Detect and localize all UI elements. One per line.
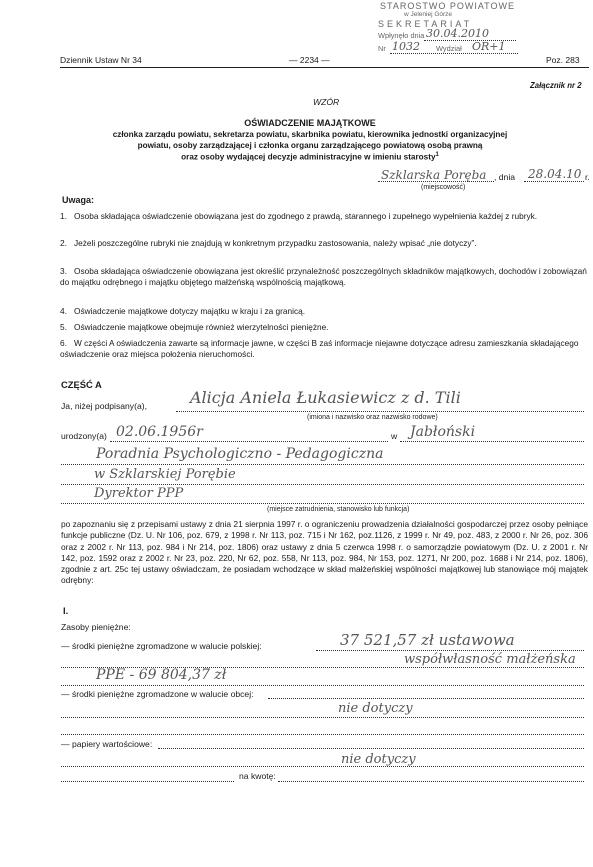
stamp-city: w Jeleniej Górze (404, 11, 453, 18)
note-text: Jeżeli poszczególne rubryki nie znajdują w konkretnym przypadku zastosowania, należy wpisać „nie dotyczy”. (74, 238, 477, 248)
section-roman-numeral: I. (63, 605, 69, 616)
name-caption: (imiona i nazwisko oraz nazwisko rodowe) (307, 414, 438, 421)
place-value: Szklarska Poręba (381, 168, 487, 182)
note-number: 4. (60, 306, 67, 316)
foreign-funds-value: nie dotyczy (338, 701, 413, 716)
birth-place: Jabłoński (410, 424, 476, 440)
title-line-2: powiatu, osoby zarządzającej i członka organu zarządzającego powiatową osobą prawną (137, 141, 483, 150)
stamp-division-label: Wydział (436, 44, 462, 53)
securities-label: — papiery wartościowe: (61, 739, 153, 749)
employment-line-1: Poradnia Psychologiczno - Pedagogiczna (96, 446, 384, 462)
date-suffix: r. (585, 172, 590, 182)
pln-funds-label: — środki pieniężne zgromadzone w walucie polskiej: (61, 641, 262, 651)
place-caption: (miejscowość) (421, 184, 466, 191)
birth-date: 02.06.1956r (116, 424, 203, 440)
note-text: W części A oświadczenia zawarte są informacje jawne, w części B zaś informacje niejawne dotyczące adresu zamieszkania składającego oświadczenie oraz miejsca położenia nieruchomości. (60, 338, 579, 359)
note-text: Oświadczenie majątkowe dotyczy majątku w kraju i za granicą. (74, 306, 306, 316)
note-item (60, 306, 588, 317)
stamp-division-value: OR+1 (472, 40, 506, 53)
foreign-funds-label: — środki pieniężne zgromadzone w walucie obcej: (61, 689, 254, 699)
date-value: 28.04.10 (528, 167, 582, 181)
note-number: 5. (60, 322, 67, 332)
declarant-label: Ja, niżej podpisany(a), (61, 401, 147, 411)
note-text: Osoba składająca oświadczenie obowiązana jest określić przynależność poszczególnych składników majątkowych, dochodów i zobowiązań do majątku odrębnego i majątku objętego małżeńską wspólnością majątkową. (60, 266, 587, 287)
notes-title: Uwaga: (62, 195, 95, 205)
stamp-received-label: Wpłynęło dnia (378, 31, 425, 40)
position-number: Poz. 283 (546, 55, 580, 65)
stamp-department: SEKRETARIAT (378, 19, 473, 29)
stamp-number-label: Nr (378, 44, 386, 53)
journal-name: Dziennik Ustaw Nr 34 (60, 55, 142, 65)
employment-line-2: w Szklarskiej Porębie (94, 467, 236, 482)
note-number: 3. (60, 266, 67, 276)
pln-funds-value-line-3: PPE - 69 804,37 zł (96, 667, 227, 683)
note-item (60, 322, 588, 333)
title-line-3 (60, 152, 560, 162)
note-text: Oświadczenie majątkowe obejmuje również wierzytelności pieniężne. (74, 322, 329, 332)
title-line-1: członka zarządu powiatu, sekretarza powiatu, skarbnika powiatu, kierownika jednostki organizacyjnej (112, 130, 508, 139)
note-number: 1. (60, 211, 67, 221)
stamp-number-value: 1032 (392, 40, 420, 53)
attachment-label: Załącznik nr 2 (530, 81, 582, 90)
page-number: — 2234 — (289, 55, 330, 65)
born-label: urodzony(a) (61, 431, 107, 441)
note-item (60, 238, 588, 249)
pln-funds-value-line-2: współwłasność małżeńska (404, 652, 576, 667)
note-number: 6. (60, 338, 67, 348)
declarant-name: Alicja Aniela Łukasiewicz z d. Tili (190, 388, 461, 407)
note-number: 2. (60, 238, 67, 248)
note-item (60, 211, 588, 222)
legal-basis-paragraph: po zapoznaniu się z przepisami ustawy z dnia 21 sierpnia 1997 r. o ograniczeniu prowadzenia działalności gospodarczej przez osoby pełniące funkcje publiczne (Dz. U. Nr 106, poz. 679, z 1998 r. Nr 113, poz. 715 i Nr 162, poz.1126, z 1999 r. Nr 49, poz. 483, z 2000 r. Nr 26, poz. 306 oraz z 2002 r. Nr 113, poz. 984 i Nr 214, poz. 1806) oraz ustawy z dnia 5 czerwca 1998 r. o samorządzie powiatowym (Dz. U. z 2001 r. Nr 142, poz. 1592 oraz z 2002 r. Nr 23, poz. 220, Nr 62, poz. 558, Nr 113, poz. 984, Nr 153, poz. 1271, Nr 200, poz. 1688 i Nr 214, poz. 1806), zgodnie z art. 25c tej ustawy oświadczam, że posiadam wchodzące w skład małżeńskiej wspólności majątkowej lub stanowiące mój majątek odrębny: (61, 519, 588, 586)
birth-place-label: w (391, 431, 398, 441)
note-text: Osoba składająca oświadczenie obowiązana jest do zgodnego z prawdą, starannego i zupełnego wypełnienia każdej z rubryk. (74, 211, 538, 221)
template-label: WZÓR (313, 97, 340, 107)
title-line-3-text: oraz osoby wydającej decyzje administracyjne w imieniu starosty (181, 152, 436, 162)
pln-funds-value: 37 521,57 zł ustawowa (340, 631, 515, 649)
amount-label: na kwotę: (239, 771, 276, 781)
employment-line-3: Dyrektor PPP (94, 486, 184, 501)
cash-resources-label: Zasoby pieniężne: (61, 622, 131, 632)
registration-stamp (374, 0, 526, 56)
part-a-heading: CZĘŚĆ A (61, 379, 102, 390)
stamp-office: STAROSTWO POWIATOWE (380, 1, 515, 11)
note-item (60, 266, 588, 288)
stamp-received-date: 30.04.2010 (426, 27, 489, 40)
note-item (60, 338, 588, 360)
date-label: , dnia (494, 172, 516, 182)
employment-caption: (miejsce zatrudnienia, stanowisko lub funkcja) (267, 506, 410, 513)
document-title: OŚWIADCZENIE MAJĄTKOWE (244, 118, 376, 128)
securities-value: nie dotyczy (341, 752, 416, 767)
footnote-marker: 1 (435, 152, 439, 158)
header-rule (60, 67, 589, 68)
